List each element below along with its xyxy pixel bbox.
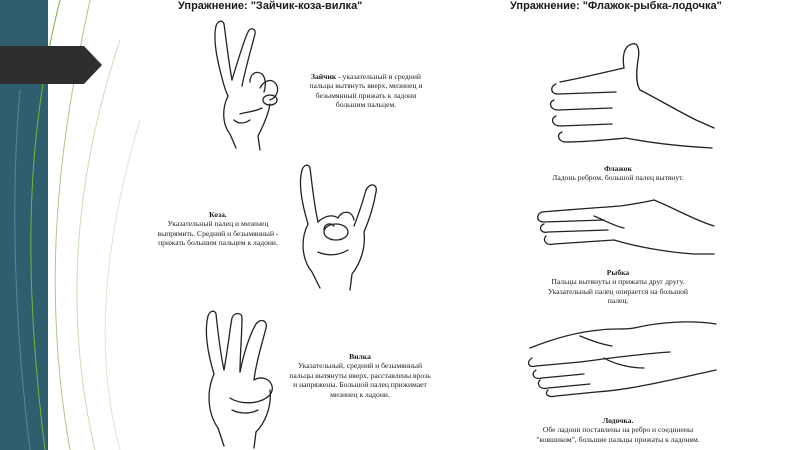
rybka-caption (506, 268, 730, 306)
zaichik-hand-illustration (210, 16, 294, 154)
koza-line-1: Указательный палец и мизинец (167, 219, 269, 229)
zaichik-name: Зайчик (311, 72, 337, 81)
vilka-line-2: пальцы вытянуты вверх, расставлены врозь (289, 370, 431, 380)
flazhok-name: Флажок (604, 164, 632, 173)
rybka-name: Рыбка (606, 268, 630, 277)
left-exercise-sheet (148, 0, 436, 450)
zaichik-line-2: пальцы вытянуть вверх, мизинец и (309, 81, 423, 91)
lodochka-caption (506, 416, 730, 444)
koza-hand-illustration (294, 160, 386, 294)
zaichik-caption (296, 72, 436, 110)
vilka-name: Вилка (349, 352, 371, 361)
lodochka-hands-illustration (520, 318, 718, 400)
koza-line-3: прижать большим пальцем к ладони. (158, 238, 278, 248)
vilka-line-1: Указательный, средний и безымянный (297, 361, 423, 371)
koza-name: Коза. (209, 210, 227, 219)
vilka-caption (282, 352, 438, 399)
koza-line-2: выпрямить. Средний и безымянный - (157, 228, 279, 238)
rybka-line-3: палец. (607, 296, 629, 306)
vilka-line-3: и напряжены. Большой палец прижимает (293, 380, 427, 390)
lodochka-name: Лодочка. (602, 416, 634, 425)
zaichik-line-3: безымянный прижать к ладони (315, 90, 417, 100)
zaichik-line-4: большим пальцем. (335, 100, 397, 110)
rybka-line-2: Указательный палец опирается на большой (547, 286, 688, 296)
vilka-line-4: мизинец к ладони. (330, 389, 390, 399)
lodochka-line-2: "ковшиком", большие пальцы прижаты к ладоням. (536, 434, 700, 444)
rybka-line-1: Пальцы вытянуты и прижаты друг другу. (551, 277, 685, 287)
flazhok-caption (506, 164, 730, 183)
lodochka-line-1: Обе ладони поставлены на ребро и соединены (542, 425, 694, 435)
right-sheet-heading: Упражнение: "Флажок-рыбка-лодочка" (510, 0, 722, 12)
rybka-hand-illustration (534, 196, 716, 262)
left-sheet-heading: Упражнение: "Зайчик-коза-вилка" (178, 0, 363, 12)
flazhok-hand-illustration (546, 38, 716, 150)
slide-arrow-tab (0, 46, 102, 84)
koza-caption (148, 210, 288, 248)
right-exercise-sheet (506, 0, 730, 450)
vilka-hand-illustration (198, 304, 294, 450)
flazhok-line-1: Ладонь ребром, большой палец вытянут. (552, 173, 684, 183)
zaichik-line-1: - указательный и средний (338, 72, 421, 81)
